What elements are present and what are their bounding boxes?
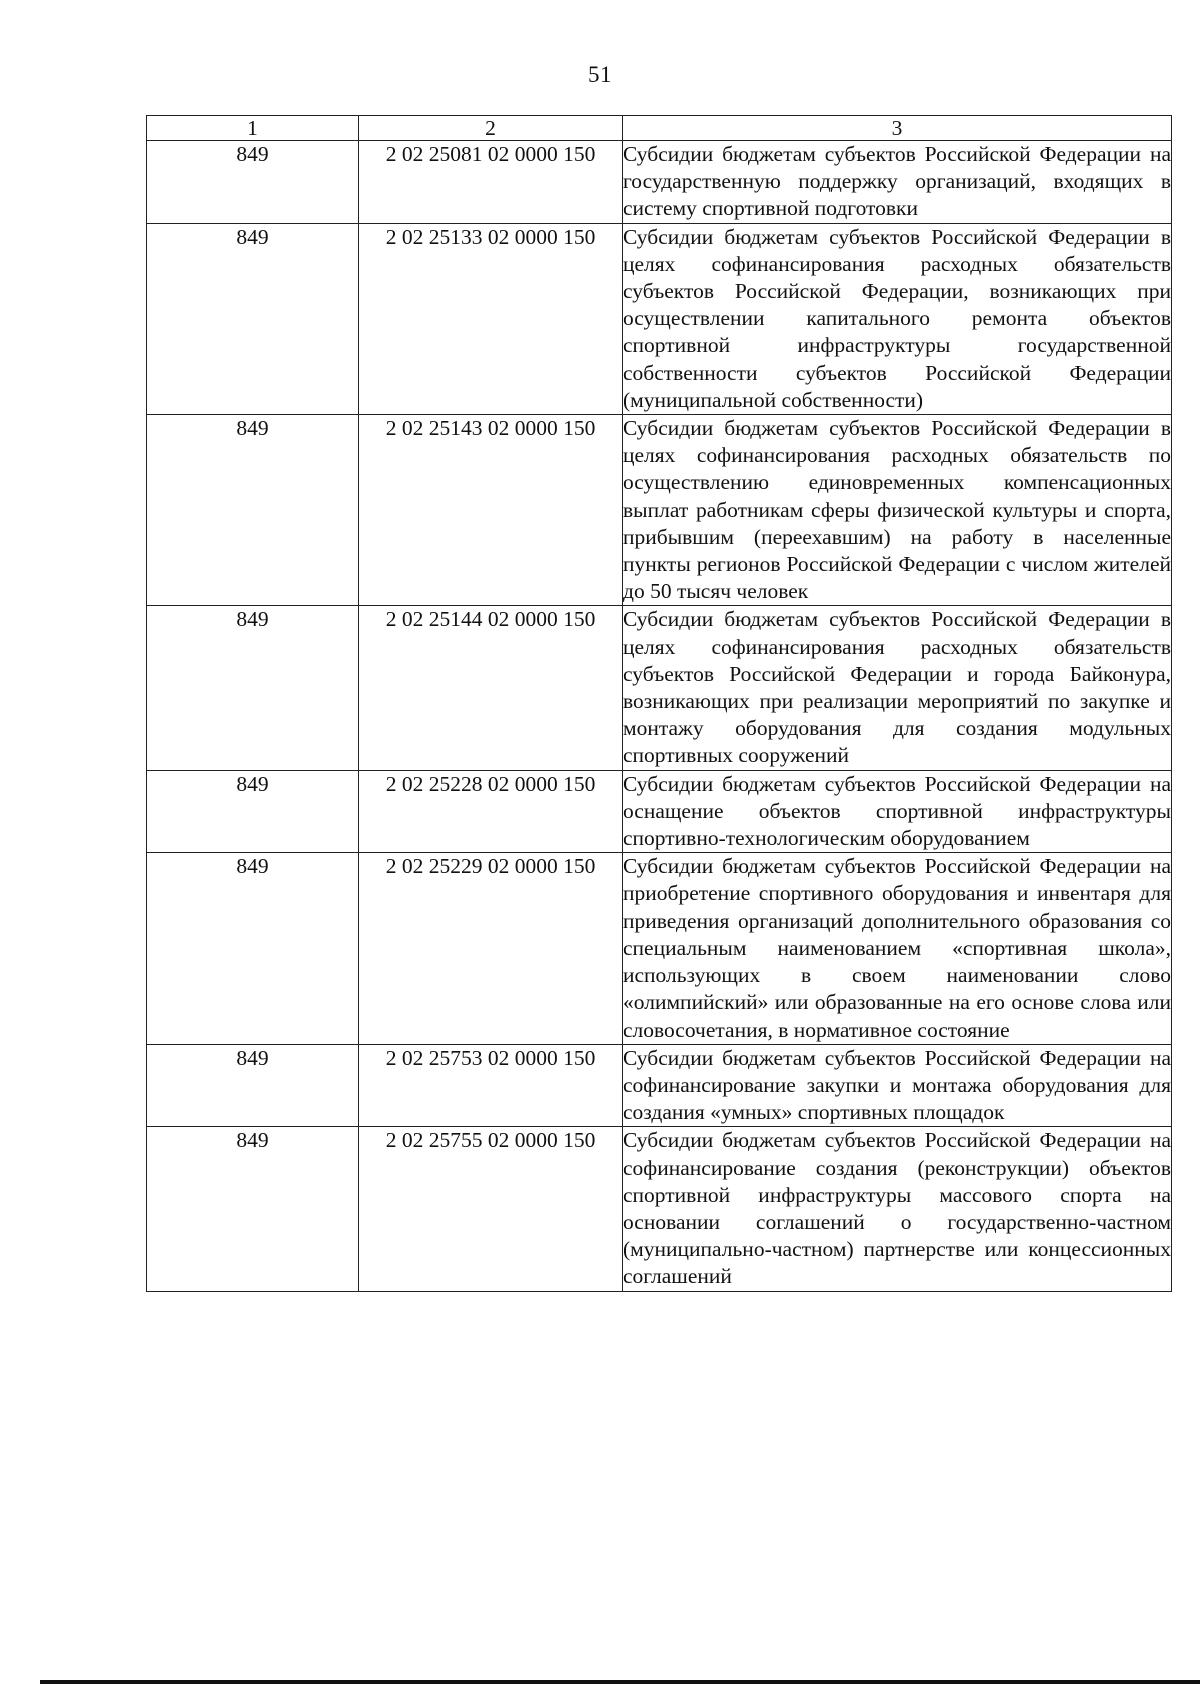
table-row xyxy=(147,141,1172,224)
description-cell: Субсидии бюджетам субъектов Российской Федерации на оснащение объектов спортивной инфраструктуры спортивно-технологическим оборудованием xyxy=(623,770,1172,853)
description-cell: Субсидии бюджетам субъектов Российской Федерации на государственную поддержку организаций, входящих в систему спортивной подготовки xyxy=(623,141,1172,224)
table-row xyxy=(147,606,1172,770)
table-row xyxy=(147,770,1172,853)
admin-code-cell: 849 xyxy=(147,770,359,853)
budget-code-cell: 2 02 25229 02 0000 150 xyxy=(359,853,623,1044)
column-header-3: 3 xyxy=(623,116,1172,141)
description-cell: Субсидии бюджетам субъектов Российской Федерации на софинансирование закупки и монтажа оборудования для создания «умных» спортивных площадок xyxy=(623,1044,1172,1127)
table-row xyxy=(147,415,1172,606)
table-row xyxy=(147,853,1172,1044)
budget-code-cell: 2 02 25143 02 0000 150 xyxy=(359,415,623,606)
budget-code-cell: 2 02 25133 02 0000 150 xyxy=(359,223,623,414)
admin-code-cell: 849 xyxy=(147,415,359,606)
page-number: 51 xyxy=(588,62,612,87)
budget-code-cell: 2 02 25144 02 0000 150 xyxy=(359,606,623,770)
column-header-2: 2 xyxy=(359,116,623,141)
admin-code-cell: 849 xyxy=(147,606,359,770)
table-header-row xyxy=(147,116,1172,141)
budget-code-cell: 2 02 25081 02 0000 150 xyxy=(359,141,623,224)
description-cell: Субсидии бюджетам субъектов Российской Федерации в целях софинансирования расходных обязательств субъектов Российской Федерации, возникающих при осуществлении капитального ремонта объектов спортивной инфраструктуры государственной собственности субъектов Российской Федерации (муниципальной собственности) xyxy=(623,223,1172,414)
budget-code-cell: 2 02 25753 02 0000 150 xyxy=(359,1044,623,1127)
column-header-1: 1 xyxy=(147,116,359,141)
budget-codes-table xyxy=(146,115,1172,1292)
budget-code-cell: 2 02 25228 02 0000 150 xyxy=(359,770,623,853)
admin-code-cell: 849 xyxy=(147,1127,359,1291)
description-cell: Субсидии бюджетам субъектов Российской Федерации в целях софинансирования расходных обязательств субъектов Российской Федерации и города Байконура, возникающих при реализации мероприятий по закупке и монтажу оборудования для создания модульных спортивных сооружений xyxy=(623,606,1172,770)
admin-code-cell: 849 xyxy=(147,141,359,224)
description-cell: Субсидии бюджетам субъектов Российской Федерации на приобретение спортивного оборудования и инвентаря для приведения организаций дополнительного образования со специальным наименованием «спортивная школа», использующих в своем наименовании слово «олимпийский» или образованные на его основе слова или словосочетания, в нормативное состояние xyxy=(623,853,1172,1044)
admin-code-cell: 849 xyxy=(147,853,359,1044)
table-row xyxy=(147,1044,1172,1127)
page-bottom-rule xyxy=(40,1680,1200,1684)
description-cell: Субсидии бюджетам субъектов Российской Федерации в целях софинансирования расходных обязательств по осуществлению единовременных компенсационных выплат работникам сферы физической культуры и спорта, прибывшим (переехавшим) на работу в населенные пункты регионов Российской Федерации с числом жителей до 50 тысяч человек xyxy=(623,415,1172,606)
table-row xyxy=(147,1127,1172,1291)
description-cell: Субсидии бюджетам субъектов Российской Федерации на софинансирование создания (реконструкции) объектов спортивной инфраструктуры массового спорта на основании соглашений о государственно-частном (муниципально-частном) партнерстве или концессионных соглашений xyxy=(623,1127,1172,1291)
admin-code-cell: 849 xyxy=(147,1044,359,1127)
table-row xyxy=(147,223,1172,414)
admin-code-cell: 849 xyxy=(147,223,359,414)
budget-code-cell: 2 02 25755 02 0000 150 xyxy=(359,1127,623,1291)
